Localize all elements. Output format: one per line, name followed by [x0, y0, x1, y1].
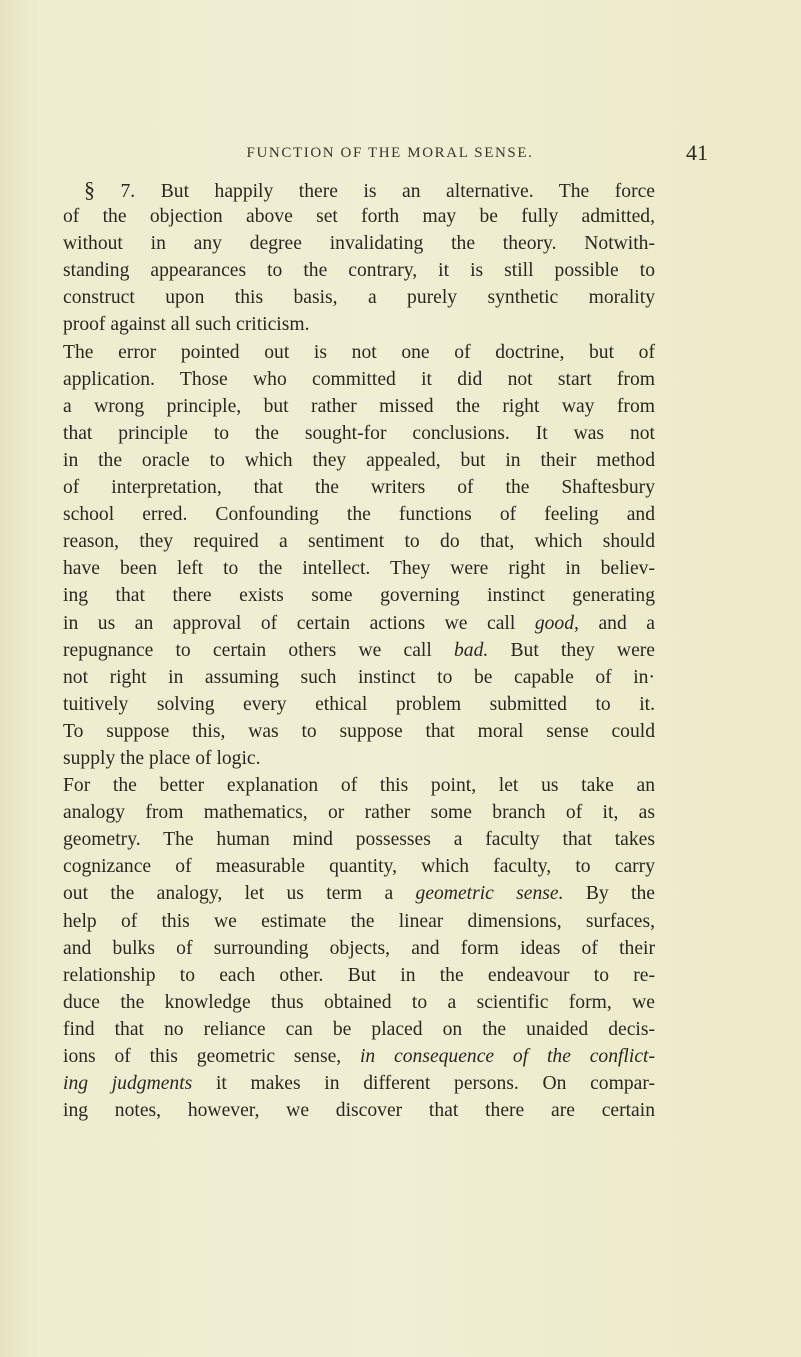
text-line: have been left to the intellect. They were right in believ-	[63, 558, 655, 580]
text-line: application. Those who committed it did not start from	[63, 368, 655, 390]
text-line: ing judgments it makes in different persons. On compar-	[63, 1073, 655, 1095]
text-line: supply the place of logic.	[63, 747, 261, 769]
text-line: relationship to each other. But in the endeavour to re-	[63, 964, 655, 986]
section-sign: §	[84, 177, 95, 202]
text-line: analogy from mathematics, or rather some branch of it, as	[63, 802, 655, 824]
text-line: ions of this geometric sense, in consequence of the conflict-	[63, 1046, 655, 1067]
paragraph	[63, 772, 655, 1124]
text-line: in us an approval of certain actions we call good, and a	[63, 612, 655, 634]
text-line: cognizance of measurable quantity, which faculty, to carry	[63, 856, 655, 878]
text-line: of the objection above set forth may be fully admitted,	[63, 206, 655, 228]
text-line: proof against all such criticism.	[63, 314, 310, 336]
body-text	[63, 176, 655, 1124]
text-line: not right in assuming such instinct to be capable of in·	[63, 666, 655, 688]
text-line: duce the knowledge thus obtained to a scientific form, we	[63, 991, 655, 1013]
text-line: help of this we estimate the linear dimensions, surfaces,	[63, 910, 655, 932]
text-line: standing appearances to the contrary, it is still possible to	[63, 260, 655, 282]
text-line: geometry. The human mind possesses a faculty that takes	[63, 829, 655, 851]
page-number: 41	[686, 140, 708, 165]
paragraph	[63, 176, 655, 339]
text-line: reason, they required a sentiment to do that, which should	[63, 531, 655, 553]
text-line: of interpretation, that the writers of the Shaftesbury	[63, 477, 655, 499]
text-line: ing notes, however, we discover that there are certain	[63, 1100, 655, 1122]
text-line: For the better explanation of this point, let us take an	[63, 775, 655, 797]
text-line: a wrong principle, but rather missed the right way from	[63, 395, 655, 417]
text-line: repugnance to certain others we call bad. But they were	[63, 639, 655, 661]
text-line: § 7. But happily there is an alternative. The force	[84, 177, 655, 202]
text-line: out the analogy, let us term a geometric sense. By the	[63, 883, 655, 905]
text-line: that principle to the sought-for conclusions. It was not	[63, 422, 655, 444]
text-line: construct upon this basis, a purely synthetic morality	[63, 287, 655, 309]
page-header	[60, 142, 740, 166]
text-line: find that no reliance can be placed on the unaided decis-	[63, 1018, 655, 1040]
text-line: tuitively solving every ethical problem submitted to it.	[63, 693, 655, 715]
text-line: ing that there exists some governing instinct generating	[63, 585, 655, 607]
text-line: in the oracle to which they appealed, but in their method	[63, 449, 655, 471]
running-title: FUNCTION OF THE MORAL SENSE.	[246, 145, 534, 161]
text-line: The error pointed out is not one of doctrine, but of	[63, 341, 655, 363]
text-line: school erred. Confounding the functions of feeling and	[63, 504, 655, 526]
text-line: To suppose this, was to suppose that moral sense could	[63, 720, 655, 742]
paragraph	[63, 339, 655, 773]
text-line: without in any degree invalidating the theory. Notwith-	[63, 233, 655, 255]
text-line: and bulks of surrounding objects, and form ideas of their	[63, 937, 655, 959]
